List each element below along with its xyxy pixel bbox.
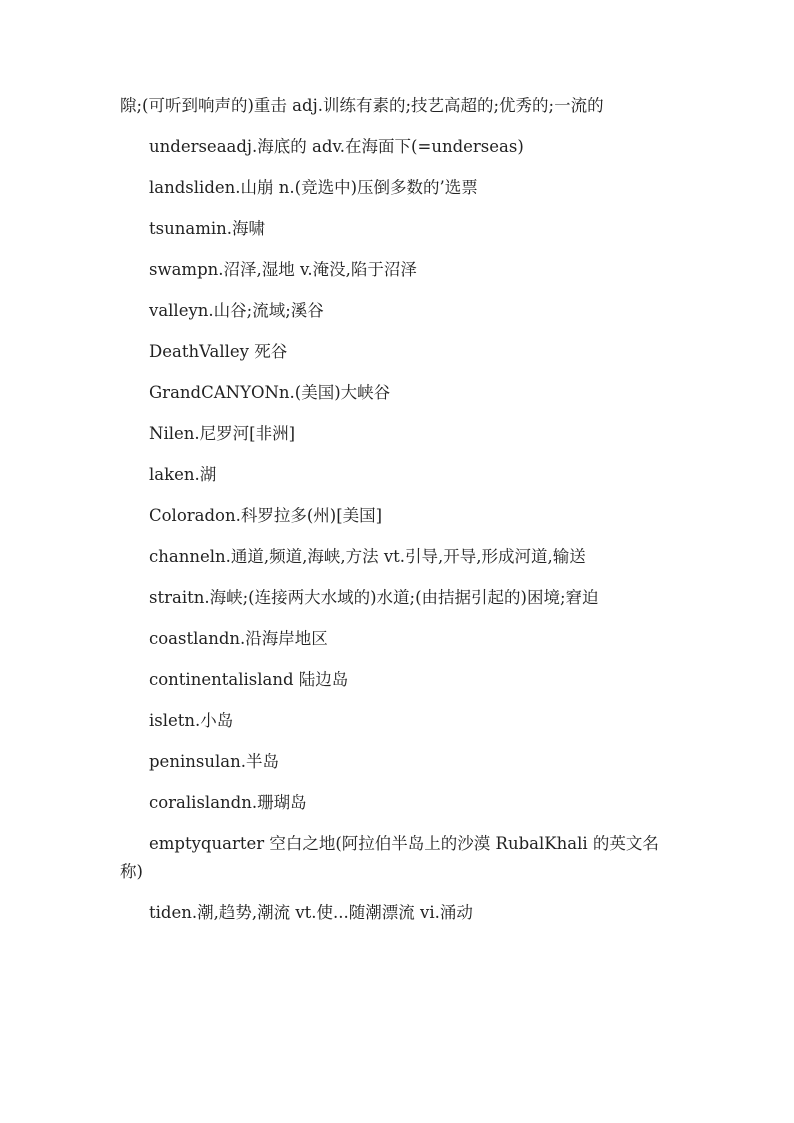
vocabulary-entry: swampn.沼泽,湿地 v.淹没,陷于沼泽 [149,260,417,279]
vocabulary-entry: isletn.小岛 [149,711,234,730]
vocabulary-entry: tiden.潮,趋势,潮流 vt.使...随潮漂流 vi.涌动 [149,903,473,922]
vocabulary-entry: DeathValley 死谷 [149,342,288,361]
vocabulary-entry: channeln.通道,频道,海峡,方法 vt.引导,开导,形成河道,输送 [149,547,586,566]
vocabulary-list [120,92,668,940]
vocabulary-entry: underseaadj.海底的 adv.在海面下(=underseas) [149,137,524,156]
vocabulary-entry: landsliden.山崩 n.(竞选中)压倒多数的’选票 [149,178,478,197]
vocabulary-entry: laken.湖 [149,465,217,484]
vocabulary-entry: peninsulan.半岛 [149,752,279,771]
vocabulary-entry: Nilen.尼罗河[非洲] [149,424,296,443]
vocabulary-entry: coralislandn.珊瑚岛 [149,793,307,812]
vocabulary-entry: straitn.海峡;(连接两大水域的)水道;(由拮据引起的)困境;窘迫 [149,588,599,607]
vocabulary-entry: valleyn.山谷;流域;溪谷 [149,301,324,320]
vocabulary-entry: tsunamin.海啸 [149,219,265,238]
vocabulary-entry: continentalisland 陆边岛 [149,670,349,689]
vocabulary-entry: emptyquarter 空白之地(阿拉伯半岛上的沙漠 RubalKhali 的英文名称) [120,834,659,881]
vocabulary-entry: coastlandn.沿海岸地区 [149,629,328,648]
vocabulary-entry: GrandCANYONn.(美国)大峡谷 [149,383,391,402]
vocabulary-entry: 隙;(可听到响声的)重击 adj.训练有素的;技艺高超的;优秀的;一流的 [120,96,604,115]
vocabulary-entry: Coloradon.科罗拉多(州)[美国] [149,506,383,525]
